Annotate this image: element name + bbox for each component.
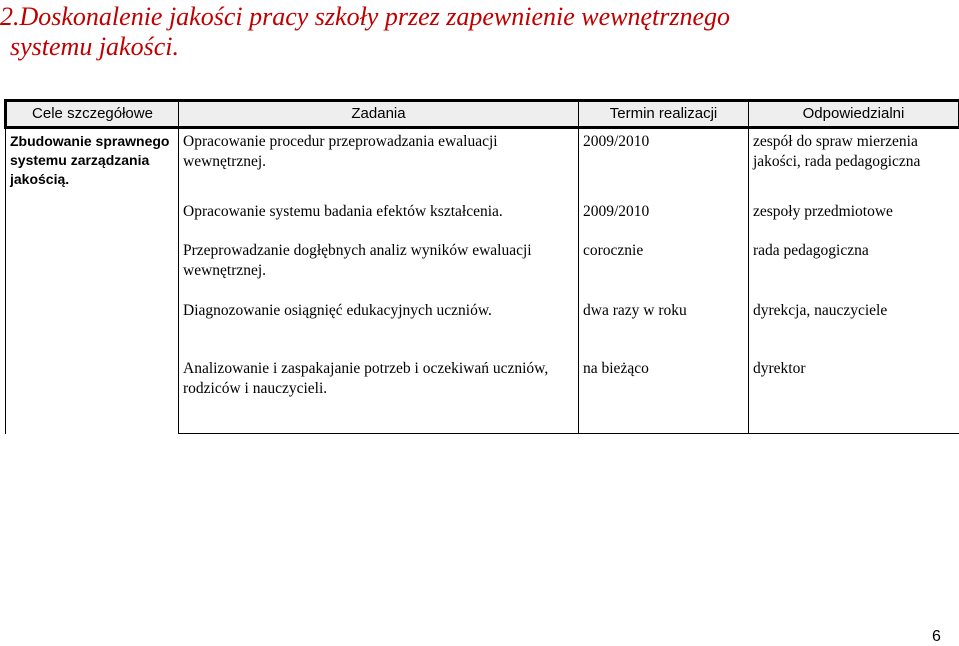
- term-cell: 2009/2010: [579, 128, 749, 199]
- term-cell: dwa razy w roku: [579, 298, 749, 356]
- section-heading-line-1: 2.Doskonalenie jakości pracy szkoły przez zapewnienie wewnętrznego: [0, 2, 730, 32]
- task-cell: Przeprowadzanie dogłębnych analiz wyników ewaluacji wewnętrznej.: [179, 238, 579, 298]
- column-header-goals: Cele szczegółowe: [6, 101, 179, 128]
- responsible-cell: dyrektor: [749, 356, 959, 434]
- term-cell: na bieżąco: [579, 356, 749, 434]
- responsible-cell: zespół do spraw mierzenia jakości, rada pedagogiczna: [749, 128, 959, 199]
- task-cell: Opracowanie procedur przeprowadzania ewaluacji wewnętrznej.: [179, 128, 579, 199]
- task-cell: Diagnozowanie osiągnięć edukacyjnych uczniów.: [179, 298, 579, 356]
- table-header-row: [6, 101, 959, 128]
- task-cell: Analizowanie i zaspakajanie potrzeb i oczekiwań uczniów, rodziców i nauczycieli.: [179, 356, 579, 434]
- section-heading-line-2: systemu jakości.: [10, 32, 179, 62]
- goals-table: [4, 99, 959, 434]
- task-cell: Opracowanie systemu badania efektów kształcenia.: [179, 199, 579, 238]
- term-cell: 2009/2010: [579, 199, 749, 238]
- table-row: [6, 128, 959, 199]
- goal-cell: Zbudowanie sprawnego systemu zarządzania jakością.: [6, 128, 179, 434]
- page-number: 6: [932, 628, 941, 646]
- responsible-cell: dyrekcja, nauczyciele: [749, 298, 959, 356]
- column-header-tasks: Zadania: [179, 101, 579, 128]
- term-cell: corocznie: [579, 238, 749, 298]
- column-header-responsible: Odpowiedzialni: [749, 101, 959, 128]
- responsible-cell: rada pedagogiczna: [749, 238, 959, 298]
- responsible-cell: zespoły przedmiotowe: [749, 199, 959, 238]
- column-header-term: Termin realizacji: [579, 101, 749, 128]
